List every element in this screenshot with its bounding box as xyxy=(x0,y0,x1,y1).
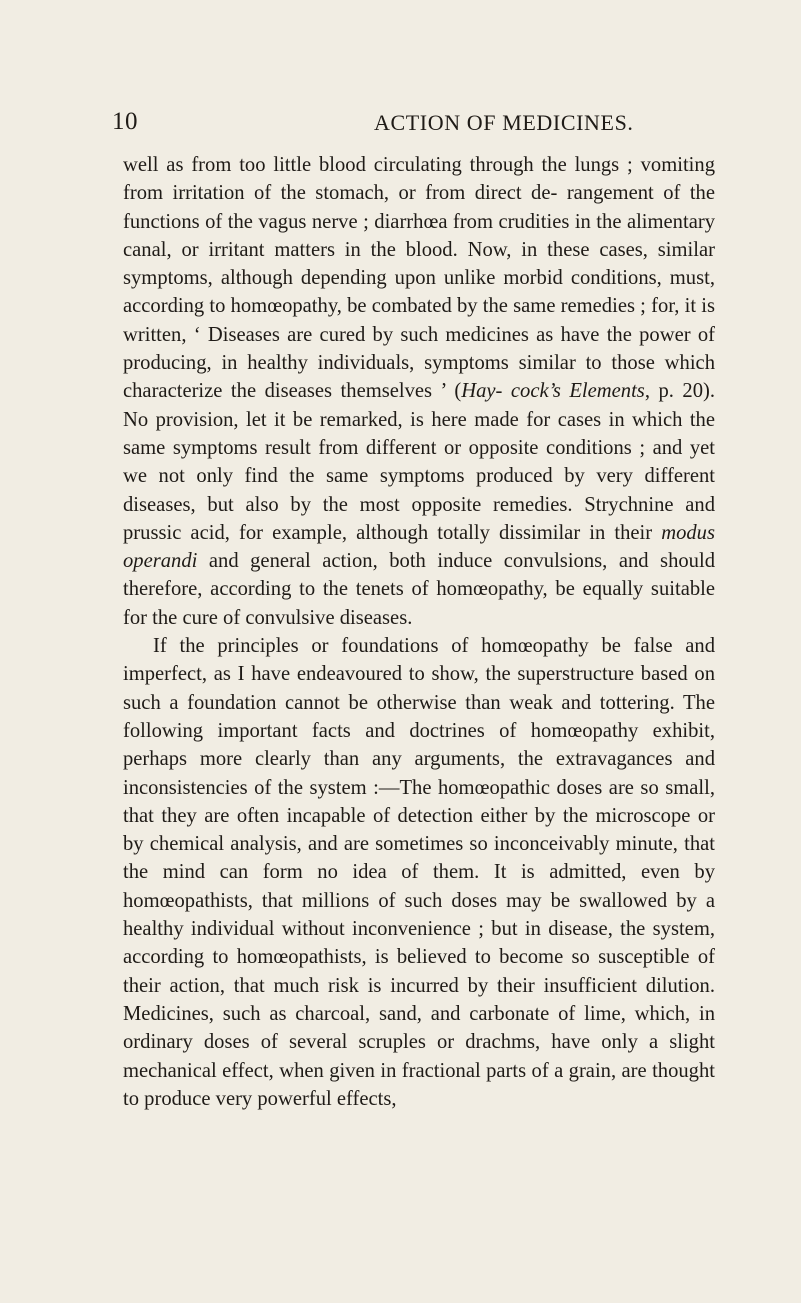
page-header xyxy=(112,108,721,142)
paragraph-1-text-a: well as from too little blood circulating through the lungs ; vomiting from irritation of the stomach, or from direct de- rangement of the functions of the vagus nerve ; diarrhœa from crudities in the alimentary canal, or irritant matters in the blood. Now, in these cases, similar symptoms, although depending upon unlike morbid conditions, must, according to homœopathy, be combated by the same remedies ; for, it is written, ‘ Diseases are cured by such medicines as have the power of producing, in healthy individuals, symptoms similar to those which characterize the diseases themselves ’ ( xyxy=(123,154,715,403)
paragraph-1-text-b: , p. 20). No provision, let it be remarked, is here made for cases in which the same symptoms result from different or opposite conditions ; and yet we not only find the same symptoms produced by very different diseases, but also by the most opposite remedies. Strychnine and prussic acid, for example, although totally dissimilar in their xyxy=(123,380,715,544)
italic-latin-phrase: modus operandi xyxy=(123,521,715,573)
paragraph-1-text-c: and general action, both induce convulsions, and should therefore, according to the tenets of homœopathy, be equally suitable for the cure of convulsive diseases. xyxy=(123,550,715,629)
paragraph-1 xyxy=(123,151,715,632)
paragraph-2: If the principles or foundations of homœopathy be false and imperfect, as I have endeavoured to show, the superstructure based on such a foundation cannot be otherwise than weak and tottering. The following important facts and doctrines of homœopathy exhibit, perhaps more clearly than any arguments, the extravagances and inconsistencies of the system :—The homœopathic doses are so small, that they are often incapable of detection either by the microscope or by chemical analysis, and are sometimes so inconceivably minute, that the mind can form no idea of them. It is admitted, even by homœopathists, that millions of such doses may be swallowed by a healthy individual without inconvenience ; but in disease, the system, according to homœopathists, is believed to become so susceptible of their action, that much risk is incurred by their insufficient dilution. Medicines, such as charcoal, sand, and carbonate of lime, which, in ordinary doses of several scruples or drachms, have only a slight mechanical effect, when given in fractional parts of a grain, are thought to produce very powerful effects, xyxy=(123,635,715,1110)
page-number: 10 xyxy=(112,108,138,135)
running-head: ACTION OF MEDICINES. xyxy=(374,110,634,135)
body-text xyxy=(123,151,715,1113)
italic-citation: Hay- cock’s Elements xyxy=(461,380,645,403)
